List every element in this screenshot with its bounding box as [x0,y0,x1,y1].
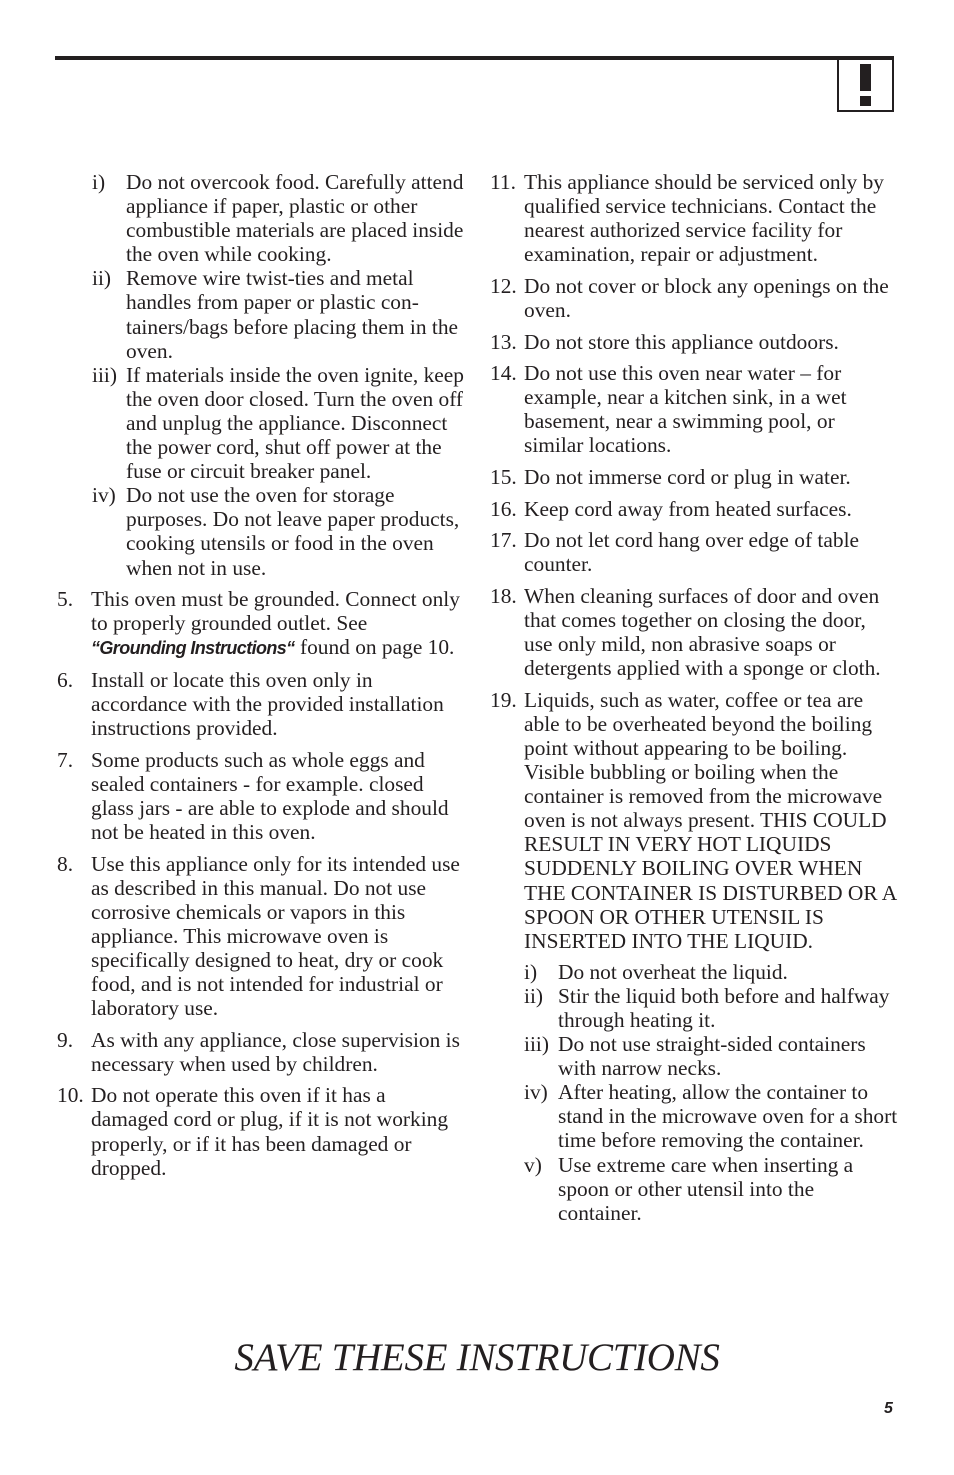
list-item [57,1083,465,1179]
list-item [524,984,898,1032]
list-item [524,960,898,984]
subitem-text: Stir the liquid both before and halfway through heating it. [558,983,890,1032]
item-text: This appliance should be serviced only by qualified service technicians. Contact the nearest authorized service facility for examination, repair or adjustment. [524,170,884,267]
left-column [57,170,465,1187]
list-item [524,1032,898,1080]
subitem-text: Use extreme care when inserting a spoon or other utensil into the container. [558,1152,854,1225]
list-item [490,274,898,322]
item-text: Use this appliance only for its intended use as described in this manual. Do not use corrosive chemicals or vapors in this appliance. This microwave oven is specifically designed to heat, dry or cook food, and is not intended for industrial or laboratory use. [91,851,460,1021]
subitem-number: ii) [524,983,544,1008]
item-number: 17. [490,528,517,553]
item-number: 13. [490,329,517,354]
item-text: When cleaning surfaces of door and oven that comes together on closing the door, use only mild, non abrasive soaps or detergents applied with a sponge or cloth. [524,583,881,681]
list-item [57,1028,465,1076]
item-text: This oven must be grounded. Connect only to properly grounded outlet. See [91,587,460,636]
item-text: Do not immerse cord or plug in water. [524,465,851,490]
subitem-text: After heating, allow the container to stand in the microwave oven for a short time before removing the container. [558,1080,898,1153]
item-text: As with any appliance, close supervision is necessary when used by children. [91,1027,460,1076]
list-item [490,497,898,521]
item-text: Install or locate this oven only in accordance with the provided installation instructions provided. [91,667,444,741]
list-item [92,170,465,266]
exclamation-bar [860,64,871,91]
list-item [524,1153,898,1225]
list-item [490,688,898,1225]
subitem-number: iv) [524,1080,548,1105]
item-number: 16. [490,496,517,521]
list-item [92,483,465,579]
item4-subitems [92,170,465,580]
item-text: Some products such as whole eggs and sealed containers - for example. closed glass jars - are able to explode and should not be heated in this oven. [91,747,449,844]
item-text: Do not use this oven near water – for example, near a kitchen sink, in a wet basement, near a swimming pool, or similar locations. [524,361,847,458]
item-number: 5. [57,587,74,612]
subitem-number: i) [92,170,106,194]
list-item [490,528,898,576]
subitem-number: iii) [92,362,117,387]
item-text: Liquids, such as water, coffee or tea are able to be overheated beyond the boiling point without appearing to be boiling. Visible bubbling or boiling when the container is removed from the microwave oven is not always present. THIS COULD RESULT IN VERY HOT LIQUIDS SUDDENLY BOILING OVER WHEN THE CONTAINER IS DISTURBED OR A SPOON OR OTHER UTENSIL IS INSERTED INTO THE LIQUID. [524,687,897,953]
right-column [490,170,898,1232]
list-item [490,330,898,354]
subitem-text: Do not use straight-sided containers with narrow necks. [558,1032,866,1081]
item-number: 19. [490,687,517,712]
item-text: found on page 10. [294,635,455,660]
item-text: Keep cord away from heated surfaces. [524,496,852,521]
exclamation-icon [837,56,894,112]
subitem-text: Do not use the oven for storage purposes. Do not leave paper products, cooking utensils or food in the oven when not in use. [126,483,460,580]
list-item [57,852,465,1021]
subitem-number: v) [524,1152,542,1177]
item-number: 15. [490,465,517,490]
list-item [57,748,465,844]
item-number: 12. [490,273,517,298]
subitem-number: i) [524,959,538,984]
list-item [57,587,465,660]
item-number: 14. [490,361,517,386]
list-item [490,465,898,489]
subitem-text: Remove wire twist-ties and metal handles from paper or plastic con-tainers/bags before placing them in the oven. [126,266,459,363]
list-item [490,584,898,680]
page-number: 5 [884,1400,893,1417]
item-number: 9. [57,1027,74,1052]
item-number: 11. [490,170,516,194]
exclamation-dot [860,96,871,106]
item-text: Do not store this appliance outdoors. [524,329,839,354]
item-number: 7. [57,747,74,772]
item-number: 8. [57,851,74,876]
list-item [490,361,898,457]
save-instructions-heading: SAVE THESE INSTRUCTIONS [234,1336,720,1379]
item19-subitems [524,960,898,1225]
subitem-text: Do not overheat the liquid. [558,959,788,984]
list-item [57,668,465,740]
item-number: 6. [57,667,74,692]
list-item [92,363,465,483]
item-number: 18. [490,583,517,608]
item-text: Do not let cord hang over edge of table counter. [524,528,860,577]
item-number: 10. [57,1083,84,1108]
list-item [490,170,898,266]
grounding-instructions-reference: “Grounding Instructions“ [91,638,295,659]
list-item [92,266,465,362]
subitem-number: iii) [524,1032,549,1057]
subitem-text: Do not overcook food. Carefully attend appliance if paper, plastic or other combustible materials are placed inside the oven while cooking. [126,170,464,267]
list-item [524,1080,898,1152]
subitem-number: iv) [92,483,116,508]
top-rule [55,56,894,60]
item-text: Do not operate this oven if it has a damaged cord or plug, if it is not working properly, or if it has been damaged or dropped. [91,1083,449,1180]
item-text: Do not cover or block any openings on the oven. [524,273,889,322]
subitem-text: If materials inside the oven ignite, keep the oven door closed. Turn the oven off and unplug the appliance. Disconnect the power cord, shut off power at the fuse or circuit breaker panel. [126,362,464,484]
subitem-number: ii) [92,266,112,291]
